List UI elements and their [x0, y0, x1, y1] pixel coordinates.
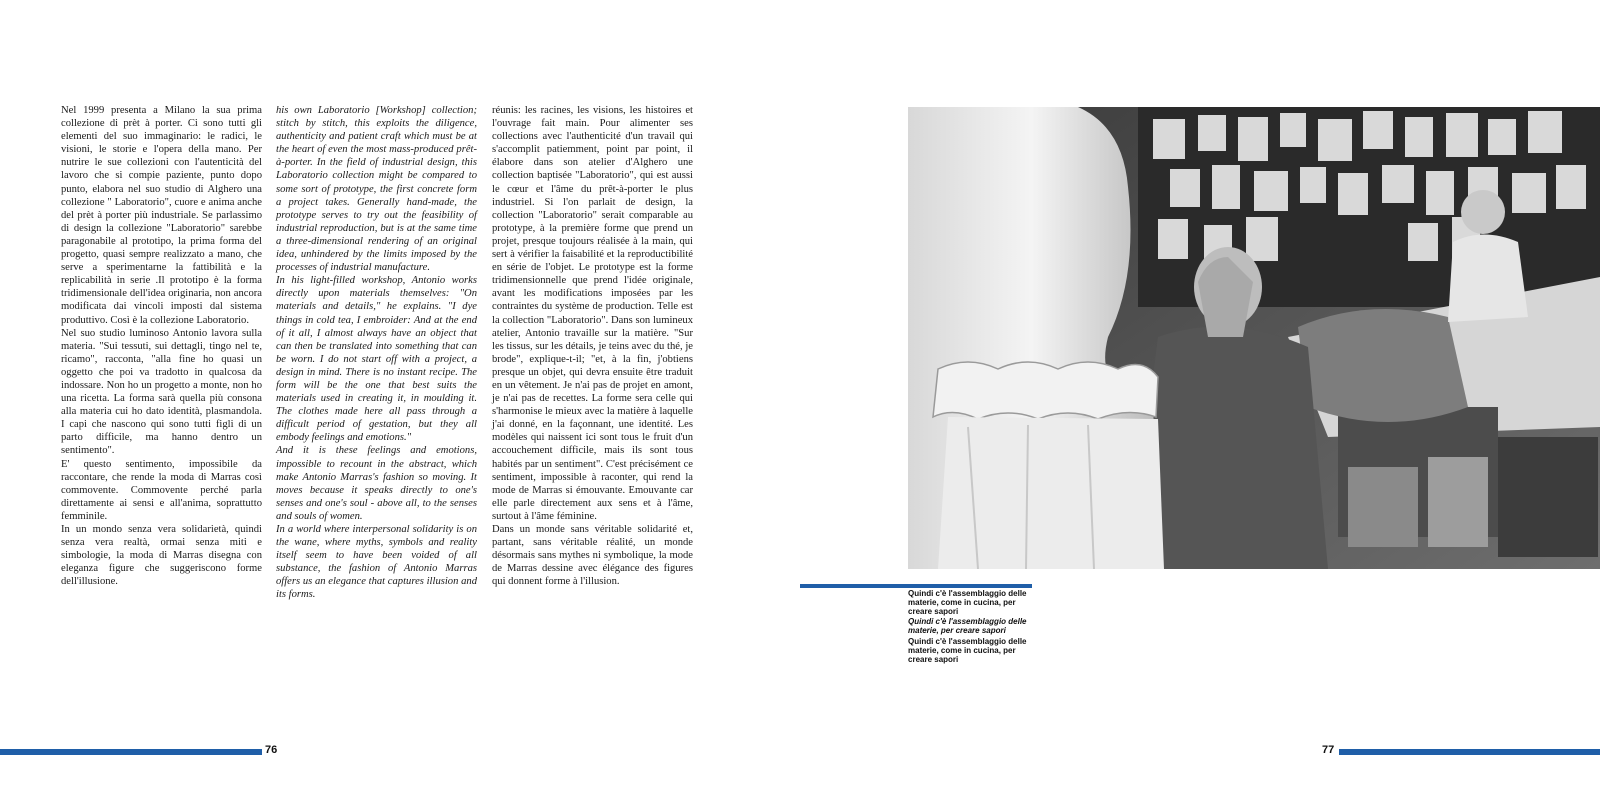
- black-and-white-atelier-photo-icon: [908, 107, 1600, 569]
- caption-french: Quindi c'è l'assemblaggio delle materie, come in cucina, per creare sapori: [908, 636, 1027, 664]
- italian-text-column: [61, 104, 262, 588]
- italian-paragraph: Nel 1999 presenta a Milano la sua prima collezione di prèt à porter. Ci sono tutti gli elementi del suo immaginario: le radici, le visioni, le storie e l'opera della mano. Per nutrire le sue collezioni con l'autenticità del lavoro che si compie paziente, punto dopo punto, elabora nel suo studio di Alghero una collezione " Laboratorio", cuore e anima anche del prèt à porter più industriale. Se parlassimo di design la collezione "Laboratorio" sarebbe paragonabile al prototipo, la prima forma del progetto, quasi sempre realizzato a mano, che serve a sperimentarne la fattibilità e la replicabilità in serie .Il prototipo è la forma tridimensionale dell'idea originaria, non ancora modificata dai vincoli imposti dal sistema produttivo. Così è la collezione Laboratorio.: [61, 105, 262, 326]
- caption-rule: [800, 584, 1032, 588]
- footer-rule-right: [1339, 749, 1600, 755]
- english-paragraph: In his light-filled workshop, Antonio works directly upon materials themselves: "On materials and details," he explains. "I dye things in cold tea, I embroider: And at the end of it all, I almost always have an object that can then be translated into something that can be worn. I do not start off with a project, a design in mind. There is no instant recipe. The form will be the one that best suits the materials used in creating it, in moulding it. The clothes made here all pass through a difficult period of gestation, but they all embody feelings and emotions.": [276, 275, 477, 444]
- page-number-left: 76: [265, 744, 278, 756]
- italian-paragraph: E' questo sentimento, impossibile da raccontare, che rende la moda di Marras così commovente. Commovente perché parla direttamente ai sensi e all'anima, soprattutto femminile.: [61, 458, 262, 522]
- caption-italian: Quindi c'è l'assemblaggio delle materie, come in cucina, per creare sapori: [908, 589, 1027, 616]
- english-paragraph: And it is these feelings and emotions, impossible to recount in the abstract, which make Antonio Marras's fashion so moving. It moves because it speaks directly to one's senses and one's soul - above all, to the senses and souls of women.: [276, 445, 477, 522]
- footer-rule-left: [0, 749, 262, 755]
- french-paragraph: Dans un monde sans véritable solidarité et, partant, sans véritable réalité, un monde désormais sans mythes ni symbolique, la mode de Marras dessine avec élégance des figures qui donnent forme à l'illusion.: [492, 524, 693, 588]
- french-text-column: [492, 104, 693, 588]
- atelier-photo: [908, 107, 1600, 569]
- caption-english: Quindi c'è l'assemblaggio delle materie, per creare sapori: [908, 617, 1027, 636]
- italian-paragraph: In un mondo senza vera solidarietà, quindi senza vera realtà, ormai senza miti e simbologie, la moda di Marras disegna con eleganza figure che suggeriscono forme dell'illusione.: [61, 524, 262, 588]
- italian-paragraph: Nel suo studio luminoso Antonio lavora sulla materia. "Sui tessuti, sui dettagli, tingo nel te, ricamo", racconta, "alla fine ho quasi un oggetto che poi va tradotto in qualcosa da indossare. Non ho un progetto a monte, non ho una ricetta. La forma sarà quella più consona alla materia cui ho dato identità, plasmandola. I capi che nascono qui sono tutti figli di un parto difficile, ma hanno dentro un sentimento".: [61, 327, 262, 457]
- photo-caption: [908, 590, 1033, 666]
- page-number-right: 77: [1322, 744, 1335, 756]
- english-paragraph: his own Laboratorio [Workshop] collection; stitch by stitch, this exploits the diligence, authenticity and patient craft which must be at the heart of even the most mass-produced prêt-à-porter. In the field of industrial design, this Laboratorio collection might be compared to some sort of prototype, the first concrete form a project takes. Generally hand-made, the prototype serves to try out the feasibility of industrial reproduction, but is at the same time a three-dimensional rendering of an original idea, unhindered by the limits imposed by the processes of industrial manufacture.: [276, 105, 477, 274]
- english-text-column: [276, 104, 477, 602]
- french-paragraph: réunis: les racines, les visions, les histoires et l'ouvrage fait main. Pour alimenter ses collections avec l'authenticité d'un travail qui s'accomplit patiemment, point par point, il élabore dans son atelier d'Alghero une collection baptisée "Laboratorio", qui est aussi le cœur et l'âme du prêt-à-porter le plus industriel. Si l'on parlait de design, la collection "Laboratorio" serait comparable au prototype, à la première forme que prend un projet, presque toujours réalisée à la main, qui sert à vérifier la faisabilité et la reproductibilité en série de l'objet. Le prototype est la forme tridimensionnelle que prend l'idée originale, avant les modifications imposées par les contraintes du système de production. Telle est la collection "Laboratorio". Dans son lumineux atelier, Antonio travaille sur la matière. "Sur les tissus, sur les détails, je teins avec du thé, je brode", explique-t-il; "et, à la fin, j'obtiens presque un objet, qui devra ensuite être traduit en un vêtement. Je n'ai pas de projet en amont, je n'ai pas de recettes. La forme sera celle qui s'harmonise le mieux avec la matière à laquelle j'ai donné, en la façonnant, une identité. Les modèles qui naissent ici sont tous le fruit d'un accouchement difficile, mais ils sont tous habités par un sentiment". C'est précisément ce sentiment, impossible à raconter, qui rend la mode de Marras si émouvante. Emouvante car elle parle directement aux sens et à l'âme, surtout à l'âme féminine.: [492, 105, 693, 522]
- english-paragraph: In a world where interpersonal solidarity is on the wane, where myths, symbols and reality itself seem to have been voided of all substance, the fashion of Antonio Marras offers us an elegance that captures illusion and its forms.: [276, 524, 477, 601]
